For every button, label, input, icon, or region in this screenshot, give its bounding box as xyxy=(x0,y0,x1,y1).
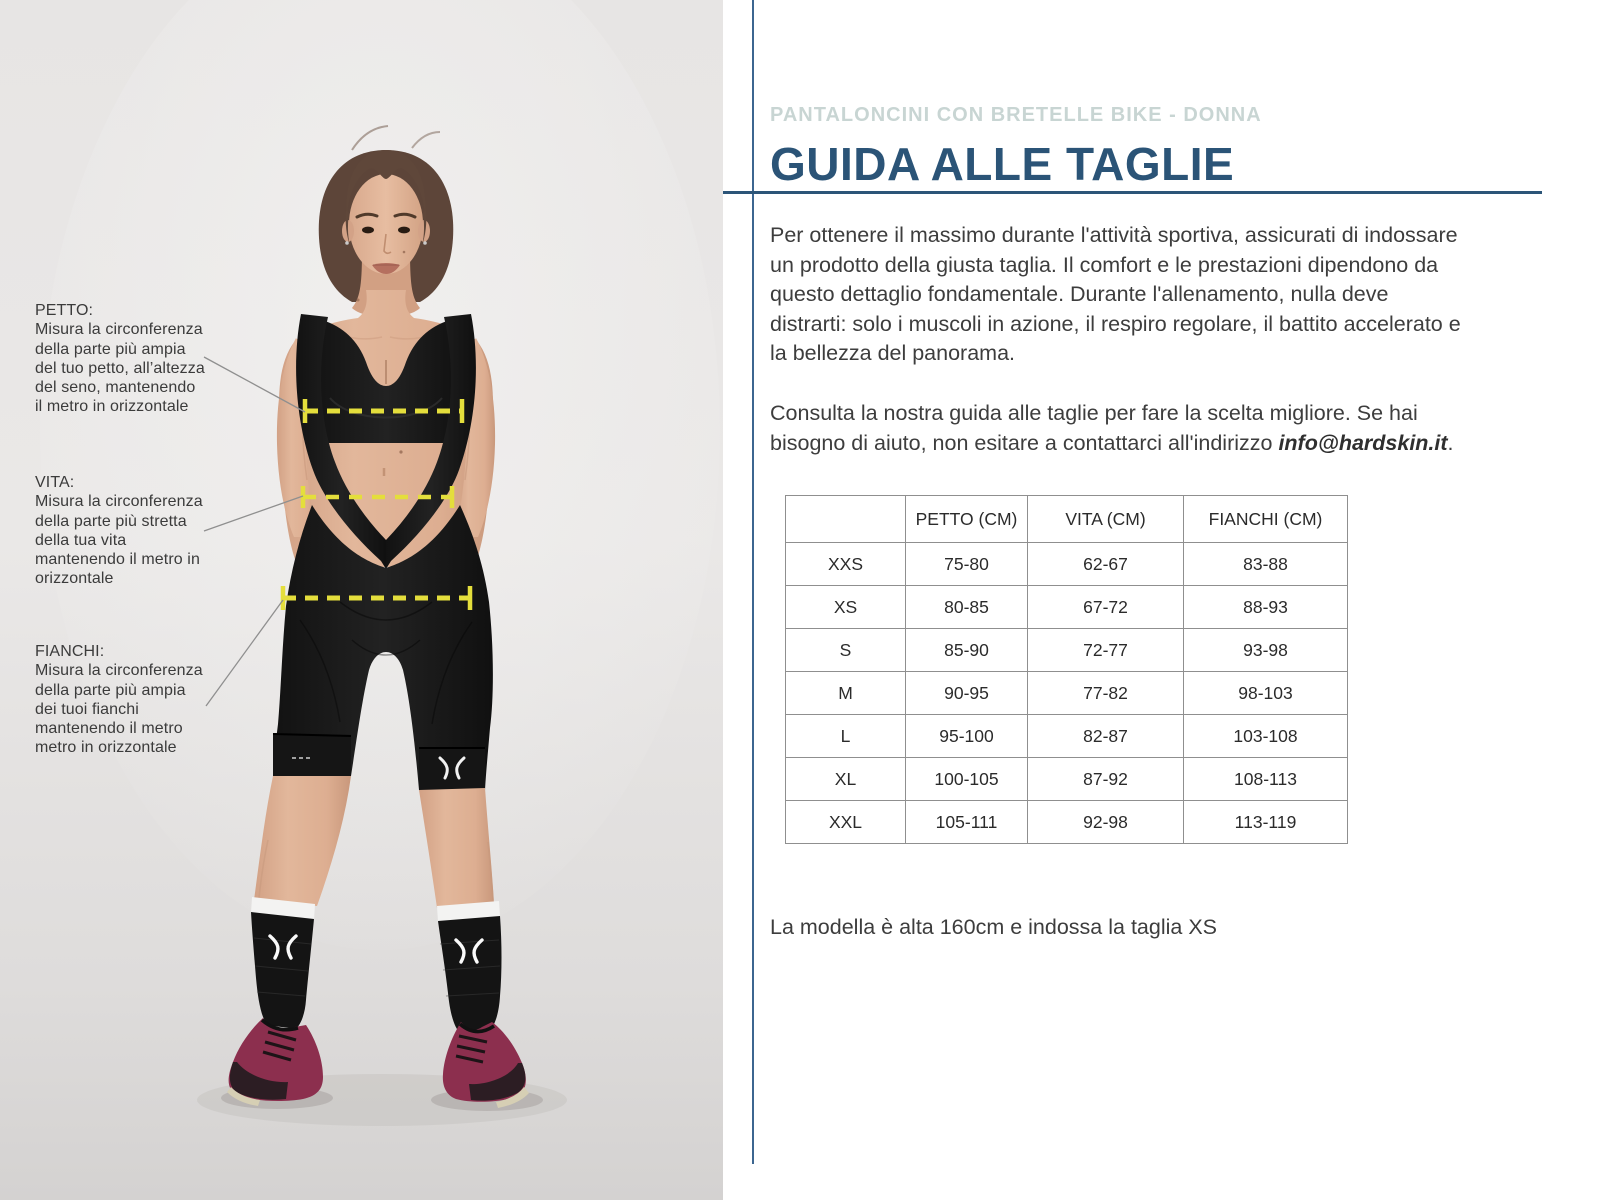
annotation-vita: VITA: Misura la circonferenza della parte più stretta della tua vita mantenendo il metro in orizzontale xyxy=(35,474,203,588)
petto-col-header: PETTO (CM) xyxy=(906,496,1028,543)
left-eye xyxy=(362,227,374,234)
vita-col-header: VITA (CM) xyxy=(1028,496,1184,543)
table-row-xl: XL 100-105 87-92 108-113 xyxy=(786,758,1348,801)
size-label: L xyxy=(786,715,906,758)
annotation-fianchi-title: FIANCHI: xyxy=(35,643,105,660)
size-table-wrap xyxy=(785,495,1348,844)
annotation-vita-title: VITA: xyxy=(35,474,75,491)
table-row-l: L 95-100 82-87 103-108 xyxy=(786,715,1348,758)
contact-paragraph: Consulta la nostra guida alle taglie per fare la scelta migliore. Se hai bisogno di aiuto, non esitare a contattarci all'indirizzo info@hardskin.it. xyxy=(770,401,1454,455)
model-size-note: La modella è alta 160cm e indossa la taglia XS xyxy=(770,915,1217,939)
size-label: M xyxy=(786,672,906,715)
table-row-m: M 90-95 77-82 98-103 xyxy=(786,672,1348,715)
fianchi-col-header: FIANCHI (CM) xyxy=(1184,496,1348,543)
annotation-petto-title: PETTO: xyxy=(35,302,94,319)
earring-left xyxy=(345,241,349,245)
shorts-hem-left xyxy=(273,733,351,776)
annotation-fianchi: FIANCHI: Misura la circonferenza della parte più ampia dei tuoi fianchi mantenendo il metro metro in orizzontale xyxy=(35,643,203,757)
annotation-petto: PETTO: Misura la circonferenza della parte più ampia del tuo petto, all’altezza del seno, mantenendo il metro in orizzontale xyxy=(35,302,205,416)
table-row-xs: XS 80-85 67-72 88-93 xyxy=(786,586,1348,629)
model-photo xyxy=(0,0,723,1200)
earring-right xyxy=(423,241,427,245)
right-eye xyxy=(398,227,410,234)
size-label: S xyxy=(786,629,906,672)
table-row-xxl: XXL 105-111 92-98 113-119 xyxy=(786,801,1348,844)
size-label: XS xyxy=(786,586,906,629)
contact-email: info@hardskin.it xyxy=(1278,430,1448,455)
vertical-divider xyxy=(752,0,754,1164)
contact-text: bisogno di aiuto, non esitare a contattarci all'indirizzo xyxy=(770,430,1279,455)
page-title: GUIDA ALLE TAGLIE xyxy=(770,138,1235,190)
size-label: XXS xyxy=(786,543,906,586)
table-row-s: S 85-90 72-77 93-98 xyxy=(786,629,1348,672)
table-row-xxs: XXS 75-80 62-67 83-88 xyxy=(786,543,1348,586)
size-guide-content xyxy=(770,0,1570,1200)
size-col-header xyxy=(786,496,906,543)
size-label: XXL xyxy=(786,801,906,844)
size-table xyxy=(785,495,1348,844)
model-photo-panel xyxy=(0,0,723,1200)
intro-paragraph: Per ottenere il massimo durante l'attività sportiva, assicurati di indossare un prodotto della giusta taglia. Il comfort e le prestazioni dipendono da questo dettaglio fondamentale. Durante l'allenamento, nulla deve distrarti: solo i muscoli in azione, il respiro regolare, il battito accelerato e la bellezza del panorama. xyxy=(770,223,1461,366)
size-table-header-row xyxy=(786,496,1348,543)
shorts-hem-right xyxy=(419,747,485,790)
product-kicker: PANTALONCINI CON BRETELLE BIKE - DONNA xyxy=(770,104,1262,126)
size-label: XL xyxy=(786,758,906,801)
